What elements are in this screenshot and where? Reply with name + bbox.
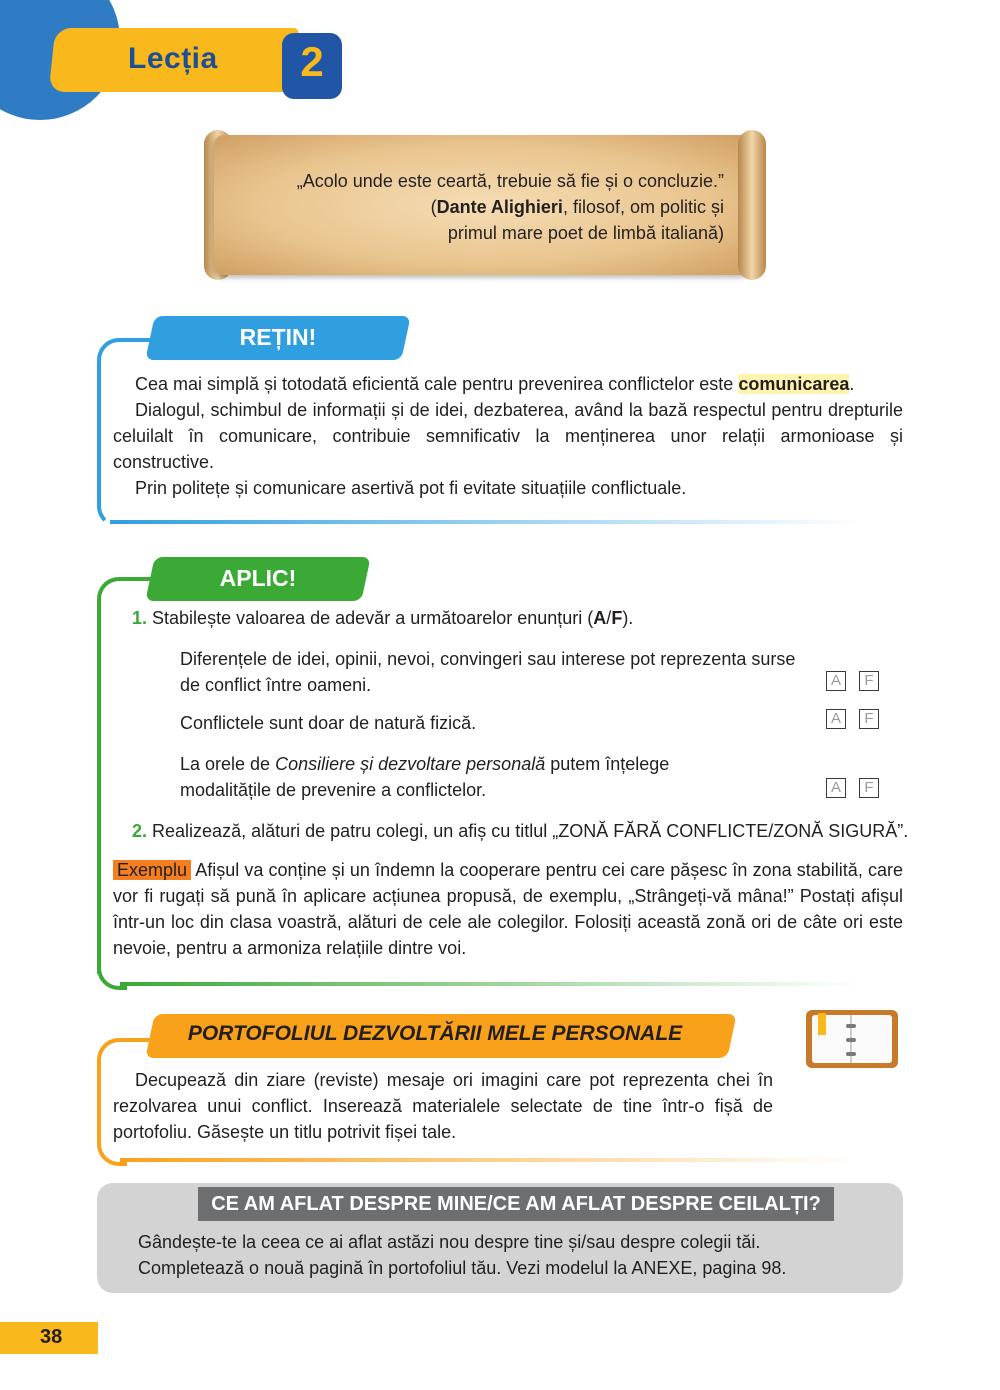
retin-paragraph-2: Dialogul, schimbul de informații și de idei, dezbaterea, având la bază respectul pentru drepturile celuilalt în comunicare, contribuie semnificativ la menținerea unor relații armonioase și constructive. bbox=[113, 400, 903, 472]
highlight-comunicarea: comunicarea bbox=[738, 374, 850, 394]
portofoliu-title: PORTOFOLIUL DEZVOLTĂRII MELE PERSONALE bbox=[187, 1022, 683, 1045]
example-paragraph: Exemplu Afișul va conține și un îndemn la cooperare pentru cei care pășesc în zona stabilită, care vor fi rugați să pună în aplicare acțiunea propusă, de exemplu, „Strângeți-vă mâna!” Postați afișul într-un loc din clasa voastră, alături de cele ale colegilor. Folosiți această zonă ori de câte ori este nevoie, pentru a armoniza relațiile dintre voi. bbox=[113, 860, 903, 958]
aplic-item-2: 2. Realizează, alături de patru colegi, un afiș cu titlul „ZONĂ FĂRĂ CONFLICTE/ZONĂ SIGURĂ”. bbox=[132, 821, 909, 841]
quote-line-3: primul mare poet de limbă italiană) bbox=[447, 223, 724, 243]
aplic-frame-left bbox=[97, 608, 101, 974]
retin-bottom-line bbox=[110, 520, 860, 524]
agenda-icon bbox=[806, 1010, 898, 1068]
quote-line-2: (Dante Alighieri, filosof, om politic și bbox=[430, 197, 724, 217]
reflection-line-1: Gândește-te la ceea ce ai aflat astăzi nou despre tine și/sau despre colegii tăi. bbox=[138, 1232, 761, 1252]
retin-paragraph-3: Prin politețe și comunicare asertivă pot fi evitate situațiile conflictuale. bbox=[135, 478, 687, 498]
answer-box-f-2[interactable]: F bbox=[859, 709, 879, 729]
answer-box-a-3[interactable]: A bbox=[826, 778, 846, 798]
statement-1: Diferențele de idei, opinii, nevoi, convingeri sau interese pot reprezenta surse de conflict între oameni. bbox=[180, 649, 796, 695]
lesson-number: 2 bbox=[300, 38, 324, 85]
statement-3: La orele de Consiliere și dezvoltare personală putem înțelege modalitățile de prevenire a conflictelor. bbox=[180, 754, 670, 800]
aplic-item-1: 1. Stabilește valoarea de adevăr a următoarelor enunțuri (A/F). bbox=[132, 608, 634, 628]
answer-box-f-3[interactable]: F bbox=[859, 778, 879, 798]
retin-title: REȚIN! bbox=[239, 324, 317, 350]
retin-paragraph-1: Cea mai simplă și totodată eficientă cale pentru prevenirea conflictelor este comunicarea. bbox=[135, 374, 855, 394]
answer-box-a-2[interactable]: A bbox=[826, 709, 846, 729]
portofoliu-bottom-line bbox=[120, 1158, 860, 1162]
retin-body bbox=[113, 371, 903, 501]
quote-text bbox=[240, 168, 724, 246]
reflection-body bbox=[138, 1229, 878, 1281]
answer-box-f-1[interactable]: F bbox=[859, 671, 879, 691]
aplic-title: APLIC! bbox=[219, 565, 297, 591]
page-number: 38 bbox=[40, 1326, 63, 1348]
quote-line-1: „Acolo unde este ceartă, trebuie să fie și o concluzie.” bbox=[296, 171, 724, 191]
answer-box-a-1[interactable]: A bbox=[826, 671, 846, 691]
portofoliu-body bbox=[113, 1067, 773, 1145]
portofoliu-paragraph: Decupează din ziare (reviste) mesaje ori imagini care pot reprezenta chei în rezolvarea unui conflict. Inserează materialele selectate de tine într-o fișă de portofoliu. Găsește un titlu potrivit fișei tale. bbox=[113, 1070, 773, 1142]
reflection-line-2: Completează o nouă pagină în portofoliul tău. Vezi modelul la ANEXE, pagina 98. bbox=[138, 1258, 787, 1278]
scroll-rod-right bbox=[738, 130, 766, 280]
quote-author: Dante Alighieri bbox=[436, 197, 563, 217]
example-label: Exemplu bbox=[113, 860, 191, 880]
statement-2: Conflictele sunt doar de natură fizică. bbox=[180, 713, 477, 733]
portofoliu-frame-left bbox=[97, 1070, 101, 1140]
aplic-bottom-line bbox=[120, 982, 860, 986]
reflection-title: CE AM AFLAT DESPRE MINE/CE AM AFLAT DESPRE CEILALȚI? bbox=[198, 1187, 834, 1221]
lesson-label: Lecția bbox=[128, 42, 218, 75]
